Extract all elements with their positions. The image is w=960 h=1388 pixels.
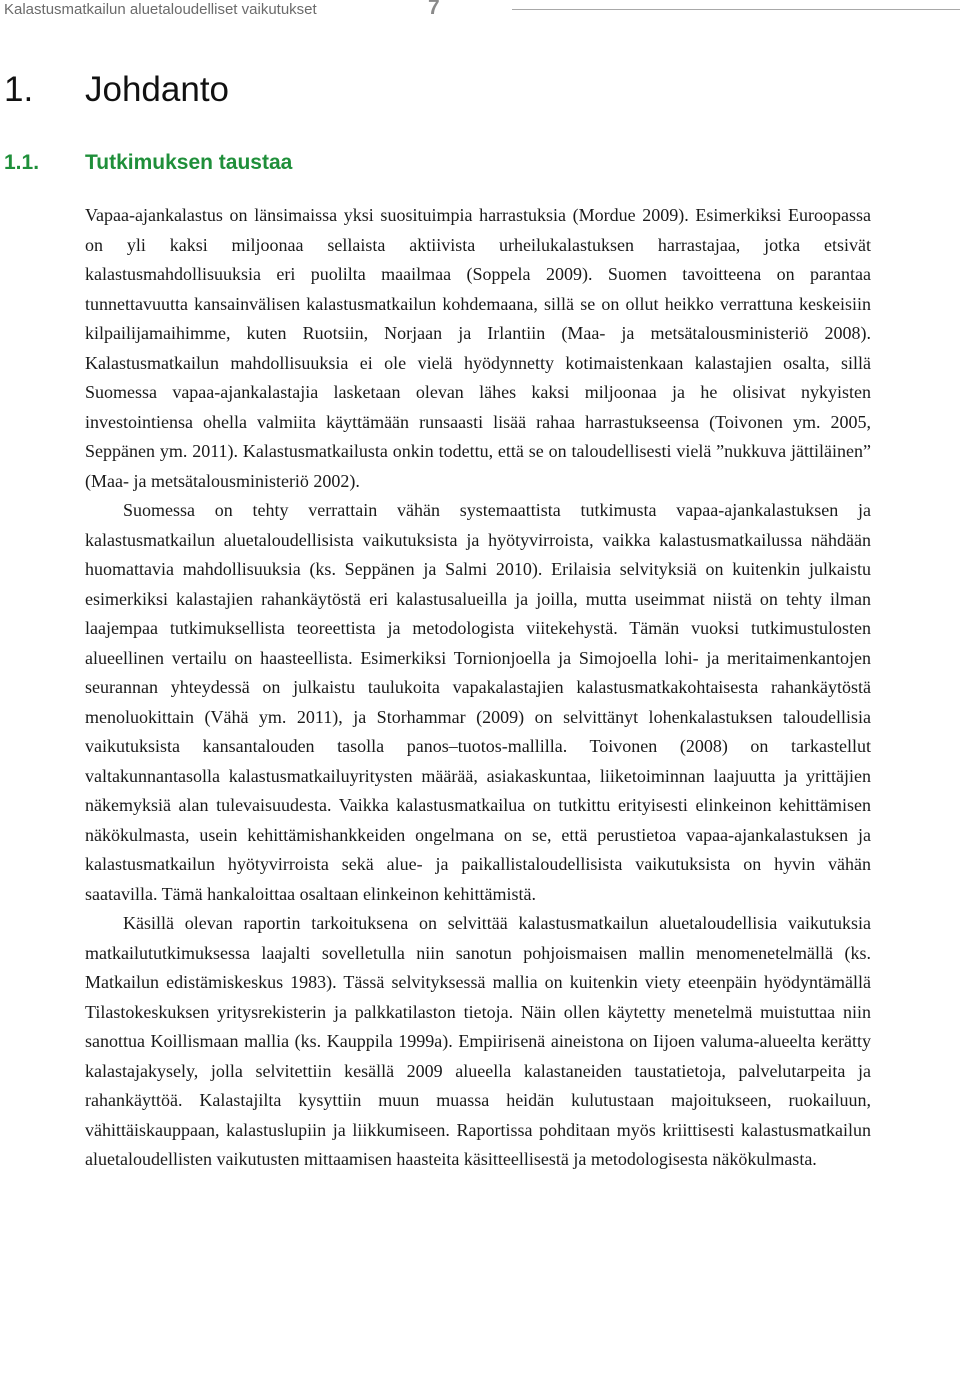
running-header — [0, 0, 960, 30]
chapter-heading — [4, 70, 229, 110]
section-heading — [4, 151, 292, 175]
section-title: Tutkimuksen taustaa — [85, 151, 293, 174]
running-title: Kalastusmatkailun aluetaloudelliset vaikutukset — [4, 1, 317, 18]
chapter-number: 1. — [4, 70, 34, 109]
paragraph: Suomessa on tehty verrattain vähän systemaattista tutkimusta vapaa-ajankalastuksen ja kalastusmatkailun aluetaloudellisista vaikutuksista ja hyötyvirroista, vaikka kalastusmatkailussa nähdään huomattavia mahdollisuuksia (ks. Seppänen ja Salmi 2010). Erilaisia selvityksiä on kuitenkin julkaistu esimerkiksi kalastajien rahankäytöstä eri kalastusalueilla ja joilla, mutta useimmat niistä on tehty ilman laajempaa tutkimuksellista teoreettista ja metodologista viitekehystä. Tämän vuoksi tutkimustulosten alueellinen vertailu on haasteellista. Esimerkiksi Tornionjoella ja Simojoella lohi- ja meritaimenkantojen seurannan yhteydessä on julkaistu taulukoita vapakalastajien kalastusmatkakohtaisesta rahankäytöstä menoluokittain (Vähä ym. 2011), ja Storhammar (2009) on selvittänyt lohenkalastuksen taloudellisia vaikutuksista kansantalouden tasolla panos–tuotos-mallilla. Toivonen (2008) on tarkastellut valtakunnantasolla kalastusmatkailuyritysten määrää, asiakaskuntaa, liiketoiminnan laajuutta ja yrittäjien näkemyksiä alan tulevaisuudesta. Vaikka kalastusmatkailua on tutkittu erityisesti elinkeinon kehittämisen näkökulmasta, usein kehittämishankkeiden ongelmana on se, että perustietoa vapaa-ajankalastuksen ja kalastusmatkailun hyötyvirroista sekä alue- ja paikallistaloudellisista vaikutuksista on hyvin vähän saatavilla. Tämä hankaloittaa osaltaan elinkeinon kehittämistä. — [85, 500, 871, 904]
section-number: 1.1. — [4, 151, 40, 174]
body-text — [85, 201, 871, 1175]
header-rule — [512, 9, 960, 10]
chapter-title: Johdanto — [85, 70, 230, 109]
page-number: 7 — [428, 0, 440, 19]
paragraph: Vapaa-ajankalastus on länsimaissa yksi suosituimpia harrastuksia (Mordue 2009). Esimerkiksi Euroopassa on yli kaksi miljoonaa sellaista aktiivista urheilukalastuksen harrastajaa, jotka etsivät kalastusmahdollisuuksia eri puolilta maailmaa (Soppela 2009). Suomen tavoitteena on parantaa tunnettavuutta kansainvälisen kalastusmatkailun kohdemaana, sillä se on ollut heikko verrattuna keskeisiin kilpailijamaihimme, kuten Ruotsiin, Norjaan ja Irlantiin (Maa- ja metsätalousministeriö 2008). Kalastusmatkailun mahdollisuuksia ei ole vielä hyödynnetty kotimaistenkaan kalastajien osalta, sillä Suomessa vapaa-ajankalastajia lasketaan olevan lähes kaksi miljoonaa ja he olisivat nykyisten investointiensa ohella valmiita käyttämään runsaasti lisää rahaa harrastukseensa (Toivonen ym. 2005, Seppänen ym. 2011). Kalastusmatkailusta onkin todettu, että se on taloudellisesti vielä ”nukkuva jättiläinen” (Maa- ja metsätalousministeriö 2002). — [85, 205, 871, 491]
paragraph: Käsillä olevan raportin tarkoituksena on selvittää kalastusmatkailun aluetaloudellisia vaikutuksia matkailututkimuksessa laajalti sovelletulla niin sanotun pohjoismaisen mallin menomenetelmällä (ks. Matkailun edistämiskeskus 1983). Tässä selvityksessä mallia on kuitenkin viety eteenpäin hyödyntämällä Tilastokeskuksen yritysrekisterin ja palkkatilaston tietoja. Näin ollen käytetty menetelmä muistuttaa niin sanottua Koillismaan mallia (ks. Kauppila 1999a). Empiirisenä aineistona on Iijoen valuma-alueelta kerätty kalastajakysely, jolla selvitettiin kesällä 2009 alueella kalastaneiden taustatietoja, palvelutarpeita ja rahankäyttöä. Kalastajilta kysyttiin muun muassa heidän kulutustaan majoitukseen, ruokailuun, vähittäiskauppaan, kalastuslupiin ja liikkumiseen. Raportissa pohditaan myös kriittisesti kalastusmatkailun aluetaloudellisten vaikutusten mittaamisen haasteita käsitteellisestä ja metodologisesta näkökulmasta. — [85, 913, 871, 1169]
